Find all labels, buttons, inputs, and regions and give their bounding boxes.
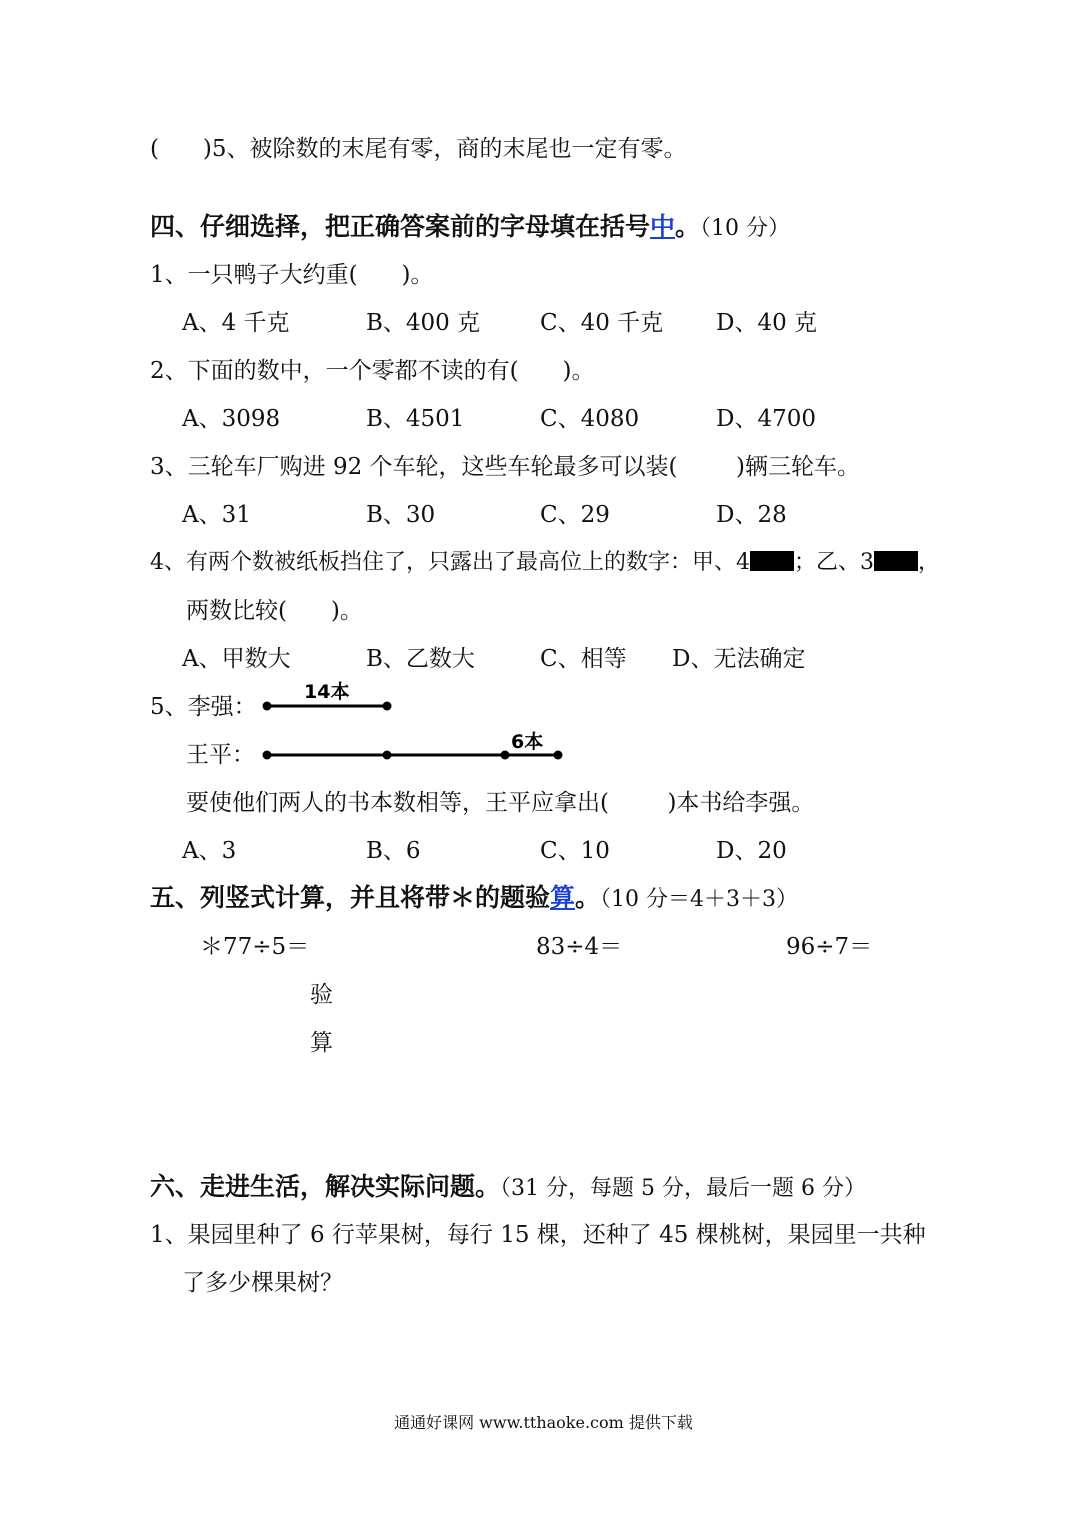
- segment-li-end-dot: [383, 702, 392, 711]
- calc-problem-3: 96÷7＝: [786, 934, 873, 960]
- q5-option-a: A、3: [182, 838, 237, 864]
- question-3-stem: 3、三轮车厂购进 92 个车轮，这些车轮最多可以装( )辆三轮车。: [150, 454, 860, 480]
- q4-stem-part-c: ，: [918, 550, 941, 575]
- check-label-1: 验: [310, 982, 333, 1008]
- q4-option-b: B、乙数大: [366, 646, 475, 672]
- segment-wang-label: 6本: [511, 731, 544, 753]
- q5-label-wang: 王平：: [186, 742, 255, 768]
- section-5-title-end: 。: [575, 883, 601, 912]
- q2-option-b: B、4501: [366, 406, 465, 432]
- q4-option-a: A、甲数大: [182, 646, 291, 672]
- calc-problem-2: 83÷4＝: [536, 934, 623, 960]
- true-false-item-5: ( )5、被除数的末尾有零，商的末尾也一定有零。: [150, 136, 687, 162]
- q2-option-c: C、4080: [540, 406, 640, 432]
- q2-option-d: D、4700: [716, 406, 816, 432]
- page-footer: 通通好课网 www.tthaoke.com 提供下载: [394, 1413, 693, 1432]
- question-4-stem-line2: 两数比较( )。: [186, 598, 363, 624]
- problem-1-line2: 了多少棵果树？: [182, 1270, 343, 1296]
- q5-option-b: B、6: [366, 838, 421, 864]
- section-6-title: 六、走进生活，解决实际问题。: [150, 1172, 501, 1201]
- segment-wang-dot-2: [383, 751, 392, 760]
- section-4-link[interactable]: 中: [650, 212, 676, 241]
- section-5-title: 五、列竖式计算，并且将带＊的题验: [150, 883, 551, 912]
- segment-wang-dot-4: [554, 751, 563, 760]
- section-5-link[interactable]: 算: [550, 883, 576, 912]
- q4-stem-part-a: 4、有两个数被纸板挡住了，只露出了最高位上的数字：甲、4: [150, 550, 750, 575]
- section-4-title-end: 。: [675, 212, 701, 241]
- q1-option-d: D、40 克: [716, 310, 818, 336]
- q1-option-a: A、4 千克: [182, 310, 290, 336]
- q2-option-a: A、3098: [182, 406, 281, 432]
- q1-option-b: B、400 克: [366, 310, 481, 336]
- q3-option-a: A、31: [182, 502, 251, 528]
- question-1-stem: 1、一只鸭子大约重( )。: [150, 262, 434, 288]
- segment-li-label: 14本: [304, 681, 350, 703]
- problem-1-line1: 1、果园里种了 6 行苹果树，每行 15 棵，还种了 45 棵桃树，果园里一共种: [150, 1222, 926, 1248]
- q5-option-d: D、20: [716, 838, 787, 864]
- q3-option-c: C、29: [540, 502, 610, 528]
- segment-wang-dot-3: [501, 751, 510, 760]
- section-5-note: （10 分＝4＋3＋3）: [600, 887, 799, 912]
- q3-option-d: D、28: [716, 502, 787, 528]
- segment-li-start-dot: [263, 702, 272, 711]
- q5-label-li: 5、李强：: [150, 694, 257, 720]
- q4-option-d: D、无法确定: [672, 646, 806, 672]
- calc-problem-1: ＊77÷5＝: [200, 934, 310, 960]
- section-4-note: （10 分）: [700, 216, 791, 241]
- segment-wang-dot-1: [263, 751, 272, 760]
- check-label-2: 算: [310, 1030, 333, 1056]
- q1-option-c: C、40 千克: [540, 310, 664, 336]
- section-6-note: （31 分，每题 5 分，最后一题 6 分）: [500, 1176, 866, 1201]
- section-4-title: 四、仔细选择，把正确答案前的字母填在括号: [150, 212, 651, 241]
- section-5-heading: [150, 883, 798, 915]
- q4-option-c: C、相等: [540, 646, 627, 672]
- section-6-heading: [150, 1172, 866, 1204]
- q5-option-c: C、10: [540, 838, 610, 864]
- q4-stem-part-b: ；乙、3: [794, 550, 874, 575]
- question-2-stem: 2、下面的数中，一个零都不读的有( )。: [150, 358, 595, 384]
- q3-option-b: B、30: [366, 502, 436, 528]
- question-5-stem: 要使他们两人的书本数相等，王平应拿出( )本书给李强。: [186, 790, 815, 816]
